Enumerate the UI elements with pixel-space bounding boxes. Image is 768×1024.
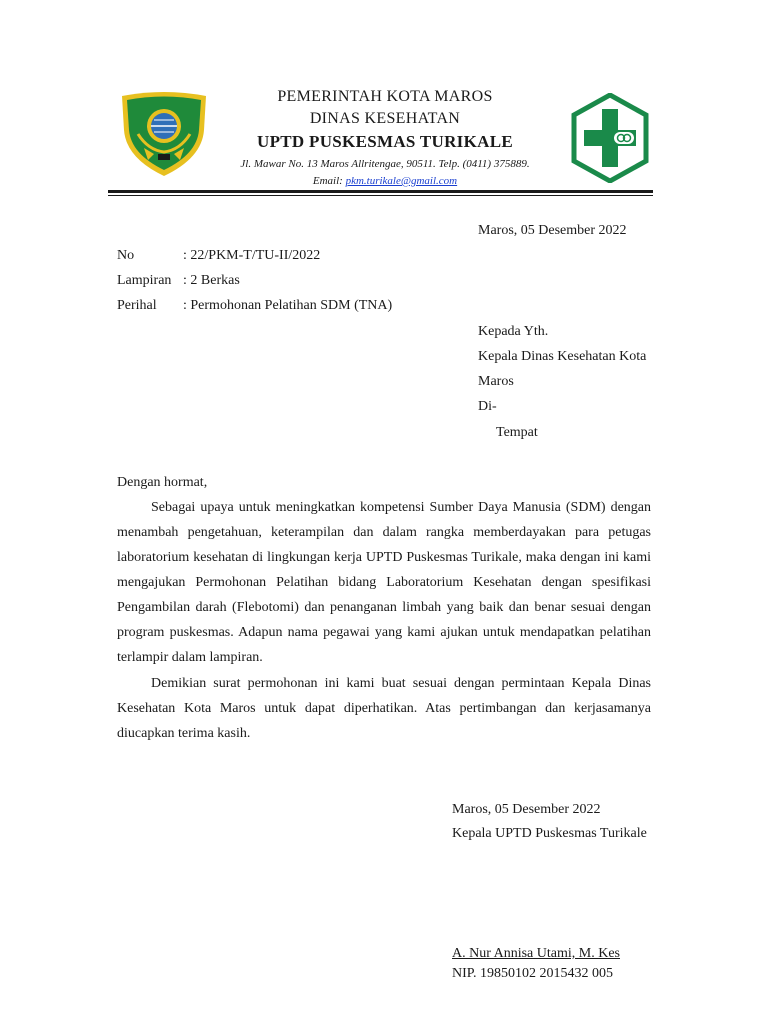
signature-place-date: Maros, 05 Desember 2022	[452, 802, 601, 817]
letterhead-institution: UPTD PUSKESMAS TURIKALE	[257, 132, 513, 151]
letterhead-address: Jl. Mawar No. 13 Maros Allritengae, 90511. Telp. (0411) 375889.	[240, 158, 530, 170]
meta-perihal-label: Perihal	[117, 298, 157, 313]
meta-no-value: : 22/PKM-T/TU-II/2022	[183, 248, 321, 263]
body-paragraph-1: Sebagai upaya untuk meningkatkan kompetensi Sumber Daya Manusia (SDM) dengan menambah pengetahuan, keterampilan dan dalam rangka memberdayakan para petugas laboratorium kesehatan di lingkungan kerja UPTD Puskesmas Turikale, maka dengan ini kami mengajukan Permohonan Pelatihan bidang Laboratorium Kesehatan dengan spesifikasi Pengambilan darah (Flebotomi) dan penanganan limbah yang baik dan benar sesuai dengan program puskesmas. Adapun nama pegawai yang kami ajukan untuk mendapatkan pelatihan terlampir dalam lampiran.	[117, 500, 651, 665]
letterhead-government: PEMERINTAH KOTA MAROS	[277, 88, 493, 105]
meta-perihal-value: : Permohonan Pelatihan SDM (TNA)	[183, 298, 393, 313]
recipient-city: Maros	[478, 374, 514, 389]
recipient-place: Tempat	[496, 425, 538, 440]
signature-nip: NIP. 19850102 2015432 005	[452, 966, 614, 981]
email-label: Email:	[312, 175, 343, 187]
meta-lampiran-value: : 2 Berkas	[183, 273, 240, 288]
meta-no-label: No	[117, 248, 135, 263]
recipient-salutation: Kepada Yth.	[478, 324, 549, 339]
letterhead-divider-thick	[108, 190, 653, 193]
body-paragraph-2: Demikian surat permohonan ini kami buat sesuai dengan permintaan Kepala Dinas Kesehatan Kota Maros untuk dapat diperhatikan. Atas pertimbangan dan kerjasamanya diucapkan terima kasih.	[117, 676, 651, 741]
letterhead-divider-thin	[108, 195, 653, 196]
recipient-di: Di-	[478, 399, 497, 414]
email-link[interactable]: pkm.turikale@gmail.com	[345, 175, 458, 187]
letterhead-department: DINAS KESEHATAN	[309, 110, 461, 127]
letter-date: Maros, 05 Desember 2022	[478, 223, 627, 238]
greeting: Dengan hormat,	[117, 475, 208, 490]
letterhead-email-row	[180, 175, 590, 187]
recipient-title: Kepala Dinas Kesehatan Kota	[478, 349, 647, 364]
meta-lampiran-label: Lampiran	[117, 273, 172, 288]
signature-title: Kepala UPTD Puskesmas Turikale	[452, 826, 647, 841]
signature-name: A. Nur Annisa Utami, M. Kes	[452, 946, 620, 961]
